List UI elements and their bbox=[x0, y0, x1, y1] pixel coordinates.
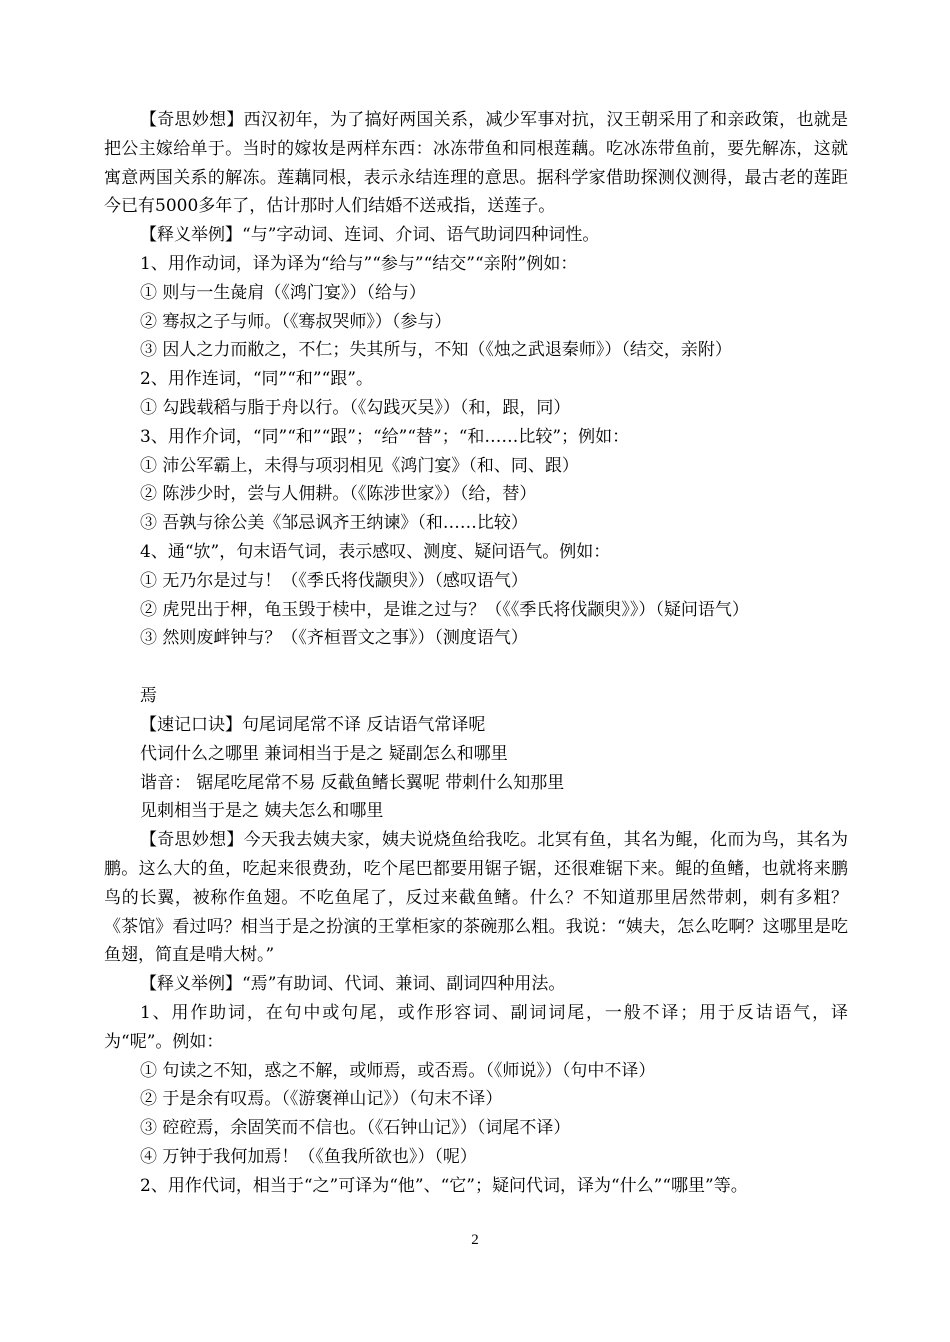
paragraph: ② 陈涉少时，尝与人佣耕。（《陈涉世家》）（给，替） bbox=[140, 484, 537, 505]
paragraph: 4、通“欤”，句末语气词，表示感叹、测度、疑问语气。例如： bbox=[140, 541, 611, 562]
paragraph: 2、用作连词，“同”“和”“跟”。 bbox=[140, 369, 373, 390]
section-yu bbox=[104, 106, 848, 653]
paragraph: ③ 硿硿焉，余固笑而不信也。（《石钟山记》）（词尾不译） bbox=[140, 1118, 571, 1139]
paragraph: ① 则与一生彘肩（《鸿门宴》）（给与） bbox=[140, 282, 426, 303]
paragraph: ④ 万钟于我何加焉！（《鱼我所欲也》）（呢） bbox=[140, 1146, 477, 1167]
section-yan bbox=[104, 682, 848, 1200]
paragraph: 【奇思妙想】今天我去姨夫家，姨夫说烧鱼给我吃。北冥有鱼，其名为鲲，化而为鸟，其名为鹏。这么大的鱼，吃起来很费劲，吃个尾巴都要用锯子锯，还很难锯下来。鲲的鱼鳍，也就将来鹏鸟的长翼，被称作鱼翅。不吃鱼尾了，反过来截鱼鳍。什么？不知道那里居然带刺，刺有多粗？《茶馆》看过吗？相当于是之扮演的王掌柜家的茶碗那么粗。我说：“姨夫，怎么吃啊？这哪里是吃鱼翅，简直是啃大树。” bbox=[104, 830, 848, 966]
paragraph: 代词什么之哪里 兼词相当于是之 疑副怎么和哪里 bbox=[140, 743, 508, 764]
page-content bbox=[104, 106, 848, 1200]
paragraph: ② 骞叔之子与师。（《骞叔哭师》）（参与） bbox=[140, 311, 452, 332]
paragraph: 1、用作助词，在句中或句尾，或作形容词、副词词尾，一般不译；用于反诘语气，译为“呢”。例如： bbox=[104, 1002, 848, 1052]
paragraph: 3、用作介词，“同”“和”“跟”；“给”“替”；“和……比较”；例如： bbox=[140, 426, 630, 447]
paragraph: 2、用作代词，相当于“之”可译为“他”、“它”；疑问代词，译为“什么”“哪里”等。 bbox=[140, 1175, 748, 1196]
paragraph: ① 无乃尔是过与！（《季氏将伐颛臾》）（感叹语气） bbox=[140, 570, 528, 591]
paragraph: ① 沛公军霸上，未得与项羽相见《鸿门宴》（和、同、跟） bbox=[140, 455, 579, 476]
paragraph: 谐音： 锯尾吃尾常不易 反截鱼鳍长翼呢 带刺什么知那里 bbox=[140, 772, 565, 793]
paragraph: 见刺相当于是之 姨夫怎么和哪里 bbox=[140, 801, 384, 822]
paragraph: 【奇思妙想】西汉初年，为了搞好两国关系，减少军事对抗，汉王朝采用了和亲政策，也就是把公主嫁给单于。当时的嫁妆是两样东西：冰冻带鱼和同根莲藕。吃冰冻带鱼前，要先解冻，这就寓意两国关系的解冻。莲藕同根，表示永结连理的意思。据科学家借助探测仪测得，最古老的莲距今已有5000多年了，估计那时人们结婚不送戒指，送莲子。 bbox=[104, 110, 848, 217]
paragraph: ③ 吾孰与徐公美《邹忌讽齐王纳谏》（和……比较） bbox=[140, 513, 528, 534]
paragraph: ③ 因人之力而敝之，不仁；失其所与，不知（《烛之武退秦师》）（结交，亲附） bbox=[140, 340, 732, 361]
paragraph: ③ 然则废衅钟与？（《齐桓晋文之事》）（测度语气） bbox=[140, 628, 528, 649]
paragraph: 焉 bbox=[140, 686, 157, 707]
paragraph: ② 虎兕出于柙，龟玉毁于椟中，是谁之过与？（《《季氏将伐颛臾》》）（疑问语气） bbox=[140, 599, 749, 620]
paragraph: ① 句读之不知，惑之不解，或师焉，或否焉。（《师说》）（句中不译） bbox=[140, 1060, 656, 1081]
paragraph: 1、用作动词，译为译为“给与”“参与”“结交”“亲附”例如： bbox=[140, 253, 578, 274]
paragraph: 【速记口诀】句尾词尾常不译 反诘语气常译呢 bbox=[140, 714, 486, 735]
paragraph: ① 勾践载稻与脂于舟以行。（《勾践灭吴》）（和，跟，同） bbox=[140, 397, 571, 418]
paragraph: ② 于是余有叹焉。（《游褒禅山记》）（句末不译） bbox=[140, 1089, 503, 1110]
page-number: 2 bbox=[471, 1232, 479, 1248]
section-spacer bbox=[104, 653, 848, 682]
paragraph: 【释义举例】“与”字动词、连词、介词、语气助词四种词性。 bbox=[140, 225, 600, 246]
paragraph: 【释义举例】“焉”有助词、代词、兼词、副词四种用法。 bbox=[140, 974, 566, 995]
